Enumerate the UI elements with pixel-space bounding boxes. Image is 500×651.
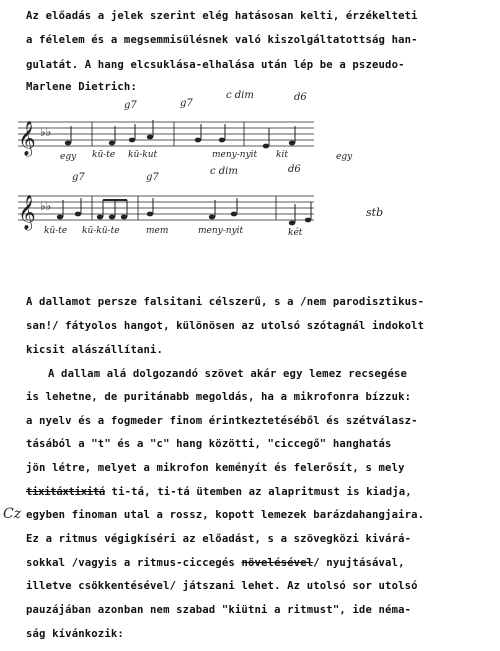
para2-line-3: kicsit alászállítani. — [26, 344, 164, 356]
chord-d6-1: d6 — [294, 92, 307, 103]
struck-text-2: növelésével — [241, 557, 314, 569]
lyric-1-1: egy — [60, 152, 77, 162]
para3-line-2: is lehetne, de puritánabb megoldás, ha a mikrofonra bízzuk: — [26, 391, 412, 403]
lyric-1-5: kit — [276, 150, 288, 160]
lyric-2-5: két — [288, 228, 303, 238]
lyric-2-6: stb — [366, 206, 384, 219]
chord-d6-2: d6 — [288, 164, 301, 175]
lyric-2-3: mem — [146, 226, 169, 236]
lyric-2-1: kü-te — [44, 226, 68, 236]
para3-line-9-a: sokkal /vagyis a ritmus-ciccegés — [26, 557, 242, 569]
lyric-1-2: kü-te — [92, 150, 116, 160]
struck-text-1: tixitáxtixitá — [26, 486, 106, 498]
chord-g7-2a: g7 — [72, 172, 85, 183]
para3-line-11: pauzájában azonban nem szabad "kiütni a ritmust", ide néma- — [26, 604, 412, 616]
svg-text:𝄞: 𝄞 — [18, 121, 36, 156]
para2-line-2: san!/ fátyolos hangot, különösen az utolsó szótagnál indokolt — [26, 320, 425, 332]
para3-line-3: a nyelv és a fogmeder finom érintkeztetéséből és szétválasz- — [26, 415, 418, 427]
svg-text:♭♭: ♭♭ — [40, 125, 52, 139]
para3-line-8: Ez a ritmus végigkíséri az előadást, s a szövegközi kivárá- — [26, 533, 412, 545]
svg-text:♭♭: ♭♭ — [40, 199, 52, 213]
chord-cdim-2: c dim — [210, 166, 238, 177]
para1-line-3: gulatát. A hang elcsuklása-elhalása után lép be a pszeudo- — [26, 59, 405, 71]
lyric-2-2: kü-kü-te — [82, 226, 120, 236]
para3-line-6 — [26, 486, 412, 498]
para2-line-1: A dallamot persze falsitani célszerű, s a /nem parodisztikus- — [26, 296, 425, 308]
para3-line-4: tásából a "t" és a "c" hang közötti, "ciccegő" hanghatás — [26, 438, 392, 450]
svg-text:𝄞: 𝄞 — [18, 195, 36, 230]
para3-line-6-text: ti-tá, ti-tá ütemben az alapritmust is kiadja, — [105, 486, 412, 498]
para3-line-10: illetve csökkentésével/ játszani lehet. Az utolsó sor utolsó — [26, 580, 418, 592]
lyric-1-6: egy — [336, 152, 353, 162]
para1-line-4: Marlene Dietrich: — [26, 81, 137, 93]
para1-line-2: a félelem és a megsemmisülésnek való kiszolgáltatottság han- — [26, 34, 418, 46]
para3-line-9-b: / nyujtásával, — [313, 557, 405, 569]
chord-g7-1a: g7 — [124, 100, 137, 111]
lyric-1-4: meny-nyit — [212, 150, 258, 160]
lyric-1-3: kü-kut — [128, 150, 158, 160]
margin-handwritten-note: Cz — [3, 506, 22, 522]
para3-line-7: egyben finoman utal a rossz, kopott lemezek barázdahangjaira. — [26, 509, 425, 521]
para1-line-1: Az előadás a jelek szerint elég hatásosan kelti, érzékelteti — [26, 10, 418, 22]
chord-g7-2b: g7 — [146, 172, 159, 183]
chord-g7-1b: g7 — [180, 98, 193, 109]
para3-line-1: A dallam alá dolgozandó szövet akár egy lemez recsegése — [48, 368, 408, 380]
lyric-2-4: meny-nyit — [198, 226, 244, 236]
chord-cdim-1: c dim — [226, 90, 254, 101]
para3-line-5: jön létre, melyet a mikrofon keményít és felerősít, s mely — [26, 462, 405, 474]
para3-line-12: ság kívánkozik: — [26, 628, 124, 640]
para3-line-9 — [26, 557, 405, 569]
